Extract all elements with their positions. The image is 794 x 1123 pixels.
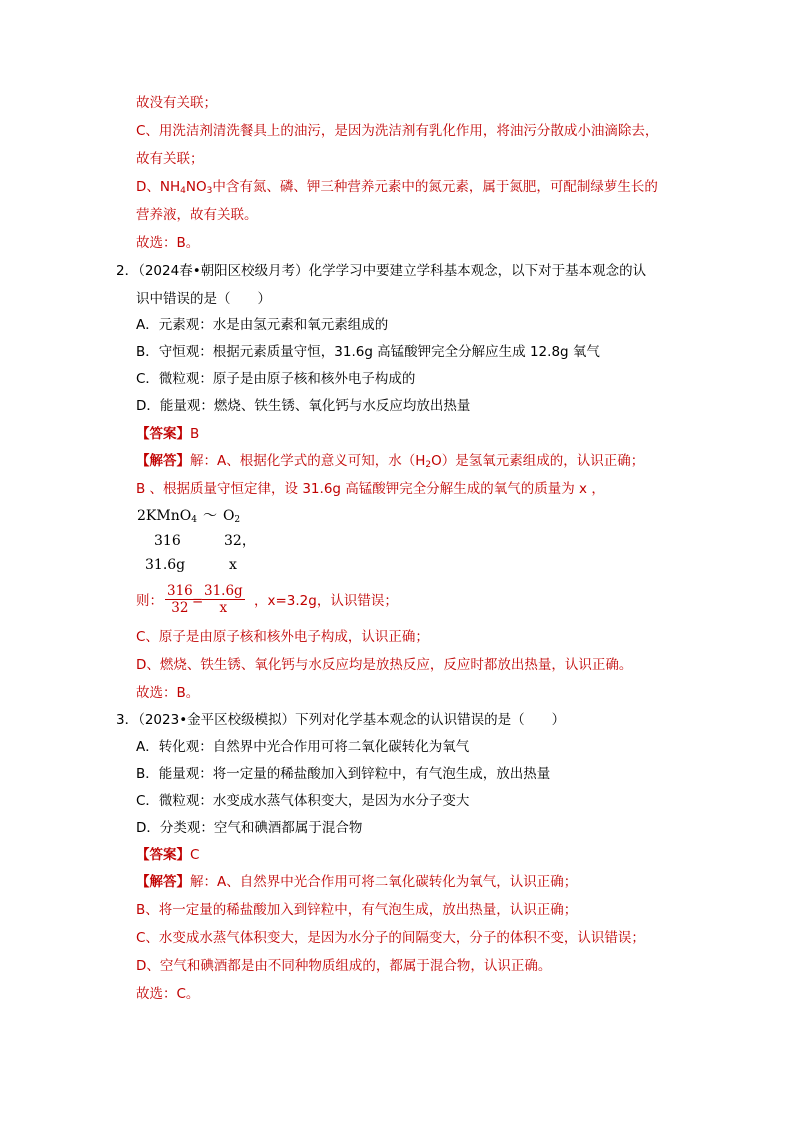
question-number: 3． bbox=[116, 712, 139, 728]
equals-sign: = bbox=[192, 593, 204, 609]
option-b: B．守恒观：根据元素质量守恒，31.6g 高锰酸钾完全分解应生成 12.8g 氧气 bbox=[136, 344, 600, 360]
chemical-equation: 2KMnO$_4$ ～ $O_2$ bbox=[137, 508, 241, 525]
question-2-stem: 2．（2024春•朝阳区校级月考）化学学习中要建立学科基本观念，以下对于基本观念的认 bbox=[116, 263, 647, 279]
prev-choose-line: 故选：B。 bbox=[136, 235, 200, 251]
prev-solution-line: C、用洗洁剂清洗餐具上的油污，是因为洗洁剂有乳化作用，将油污分散成小油滴除去， bbox=[136, 123, 659, 139]
solution-line: C、原子是由原子核和核外电子构成，认识正确； bbox=[136, 629, 429, 645]
choose-line: 故选：B。 bbox=[136, 685, 200, 701]
prev-solution-line: D、$NH_4NO_3$中含有氮、磷、钾三种营养元素中的氮元素，属于氮肥，可配制绿萝生长的 bbox=[136, 179, 658, 196]
solution-line: D、空气和碘酒都是由不同种物质组成的，都属于混合物，认识正确。 bbox=[136, 958, 552, 974]
option-c: C．微粒观：水变成水蒸气体积变大，是因为水分子变大 bbox=[136, 793, 470, 809]
prev-solution-line: 营养液，故有关联。 bbox=[136, 207, 258, 223]
fraction-2: $\frac{31.6g}{x}$ bbox=[204, 583, 243, 616]
option-b: B．能量观：将一定量的稀盐酸加入到锌粒中，有气泡生成，放出热量 bbox=[136, 766, 551, 782]
solution-line: D、燃烧、铁生锈、氧化钙与水反应均是放热反应，反应时都放出热量，认识正确。 bbox=[136, 657, 633, 673]
option-a: A．转化观：自然界中光合作用可将二氧化碳转化为氧气 bbox=[136, 739, 470, 755]
option-d: D．能量观：燃烧、铁生锈、氧化钙与水反应均放出热量 bbox=[136, 398, 471, 414]
solution-line: C、水变成水蒸气体积变大，是因为水分子的间隔变大，分子的体积不变，认识错误； bbox=[136, 930, 645, 946]
fraction-1: $\frac{316}{32}$ bbox=[167, 583, 193, 616]
answer-line: 【答案】B bbox=[136, 426, 200, 442]
actual-mass: x bbox=[229, 557, 237, 573]
relative-mass: 32， bbox=[224, 533, 256, 549]
actual-mass: 31.6g bbox=[145, 557, 186, 573]
option-c: C．微粒观：原子是由原子核和核外电子构成的 bbox=[136, 371, 416, 387]
relative-mass: 316 bbox=[154, 533, 181, 549]
solution-line: 【解答】解：A、根据化学式的意义可知，水$(H_2O)$是氢氧元素组成的，认识正确； bbox=[136, 453, 645, 470]
question-3-stem: 3．（2023•金平区校级模拟）下列对化学基本观念的认识错误的是（ ） bbox=[116, 712, 566, 728]
answer-line: 【答案】C bbox=[136, 847, 200, 863]
solution-line: B、将一定量的稀盐酸加入到锌粒中，有气泡生成，放出热量，认识正确； bbox=[136, 902, 578, 918]
solution-line: B 、根据质量守恒定律，设 31.6g 高锰酸钾完全分解生成的氧气的质量为 x ， bbox=[136, 481, 605, 497]
option-d: D．分类观：空气和碘酒都属于混合物 bbox=[136, 820, 363, 836]
proportion-label: 则： bbox=[136, 593, 163, 609]
proportion-result: ，x=3.2g，认识错误； bbox=[254, 593, 398, 609]
solution-line: 【解答】解：A、自然界中光合作用可将二氧化碳转化为氧气，认识正确； bbox=[136, 874, 578, 890]
question-number: 2． bbox=[116, 263, 139, 279]
choose-line: 故选：C。 bbox=[136, 986, 200, 1002]
prev-solution-line: 故有关联； bbox=[136, 151, 204, 167]
prev-solution-line: 故没有关联； bbox=[136, 95, 217, 111]
option-a: A．元素观：水是由氢元素和氧元素组成的 bbox=[136, 317, 389, 333]
question-2-stem: 识中错误的是（ ） bbox=[136, 291, 271, 307]
